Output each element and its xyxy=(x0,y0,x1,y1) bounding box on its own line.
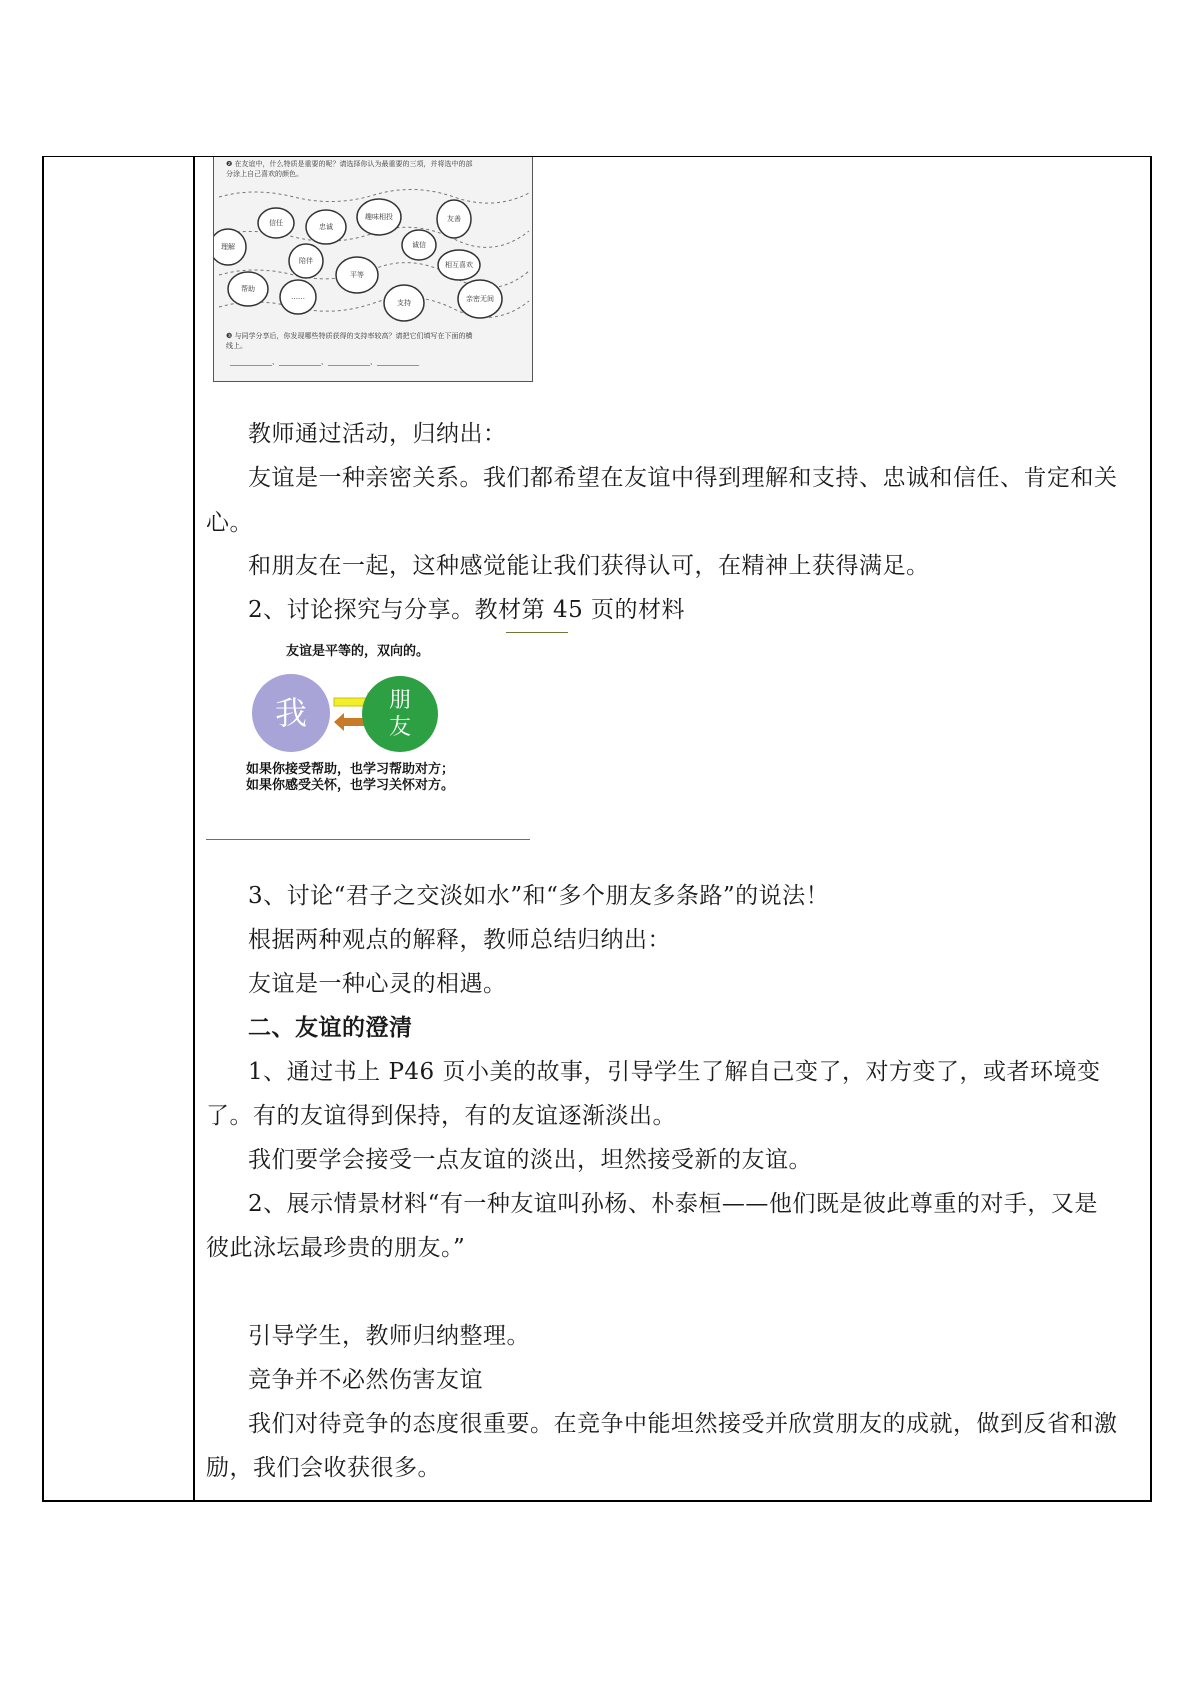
friend-circle xyxy=(362,676,438,752)
word-common-interests: 趣味相投 xyxy=(365,213,393,221)
section-separator-line xyxy=(206,839,530,840)
paragraph-xiaomei-story: 1、通过书上 P46 页小美的故事，引导学生了解自己变了，对方变了，或者环境变 xyxy=(248,1059,1101,1085)
worksheet-blanks: ____________、____________、____________、____________ xyxy=(230,358,419,366)
worksheet-bubbles xyxy=(214,157,532,381)
paragraph-competition: 竞争并不必然伤害友谊 xyxy=(248,1367,483,1393)
paragraph-teacher-summary: 根据两种观点的解释，教师总结归纳出： xyxy=(248,927,671,953)
worksheet-prompt-top-2: 分涂上自己喜欢的颜色。 xyxy=(226,170,303,178)
worksheet-prompt-top-1: ❷ 在友谊中，什么特质是重要的呢？请选择你认为最重要的三项，并将选中的部 xyxy=(226,160,473,168)
diagram-caption-bottom-2: 如果你感受关怀，也学习关怀对方。 xyxy=(246,778,455,793)
paragraph-competition-attitude-cont: 励，我们会收获很多。 xyxy=(206,1455,441,1481)
paragraph-xiaomei-story-cont: 了。有的友谊得到保持，有的友谊逐渐淡出。 xyxy=(206,1103,676,1129)
word-ellipsis: …… xyxy=(291,293,305,301)
word-trust: 信任 xyxy=(269,219,283,227)
paragraph-accept-fading: 我们要学会接受一点友谊的淡出，坦然接受新的友谊。 xyxy=(248,1147,812,1173)
paragraph-guide-students: 引导学生，教师归纳整理。 xyxy=(248,1323,530,1349)
word-mutual-liking: 相互喜欢 xyxy=(445,261,473,269)
word-support: 支持 xyxy=(397,299,411,307)
green-underline xyxy=(506,632,568,633)
friendship-traits-worksheet-image xyxy=(213,157,533,382)
word-loyalty: 忠诚 xyxy=(319,223,333,231)
paragraph-heart-meeting: 友谊是一种心灵的相遇。 xyxy=(248,971,507,997)
lesson-table xyxy=(42,156,1152,1502)
paragraph-scenario-material-cont: 彼此泳坛最珍贵的朋友。” xyxy=(206,1235,466,1261)
section-heading-clarification: 二、友谊的澄清 xyxy=(248,1014,413,1041)
word-kindness: 友善 xyxy=(447,215,461,223)
word-honesty: 诚信 xyxy=(412,241,426,249)
paragraph-scenario-material: 2、展示情景材料“有一种友谊叫孙杨、朴泰桓——他们既是彼此尊重的对手，又是 xyxy=(248,1191,1098,1217)
paragraph-competition-attitude: 我们对待竞争的态度很重要。在竞争中能坦然接受并欣赏朋友的成就，做到反省和激 xyxy=(248,1411,1118,1437)
friendship-equality-diagram xyxy=(246,640,566,793)
word-companionship: 陪伴 xyxy=(299,257,313,265)
word-equality: 平等 xyxy=(350,271,364,279)
paragraph-discussion-3: 3、讨论“君子之交淡如水”和“多个朋友多条路”的说法！ xyxy=(248,883,830,909)
friend-label-line1: 朋 xyxy=(388,688,411,713)
paragraph-activity-summary: 教师通过活动，归纳出： xyxy=(248,421,507,447)
worksheet-prompt-bottom-1: ❸ 与同学分享后，你发现哪些特质获得的支持率较高？请把它们填写在下面的横 xyxy=(226,332,473,340)
worksheet-prompt-bottom-2: 线上。 xyxy=(226,342,247,350)
column-divider xyxy=(193,157,195,1500)
friend-label-line2: 友 xyxy=(388,715,411,740)
word-help: 帮助 xyxy=(241,285,255,293)
paragraph-friendship-definition: 友谊是一种亲密关系。我们都希望在友谊中得到理解和支持、忠诚和信任、肯定和关 xyxy=(248,465,1118,491)
diagram-caption-bottom-1: 如果你接受帮助，也学习帮助对方； xyxy=(246,762,455,777)
paragraph-discussion-2: 2、讨论探究与分享。教材第 45 页的材料 xyxy=(248,597,686,623)
word-intimacy: 亲密无间 xyxy=(466,295,494,303)
paragraph-friendship-definition-cont: 心。 xyxy=(206,510,253,536)
me-circle: 我 xyxy=(252,674,330,752)
diagram-caption-top: 友谊是平等的，双向的。 xyxy=(286,644,430,659)
word-understanding: 理解 xyxy=(221,243,235,251)
paragraph-being-with-friends: 和朋友在一起，这种感觉能让我们获得认可，在精神上获得满足。 xyxy=(248,553,930,579)
